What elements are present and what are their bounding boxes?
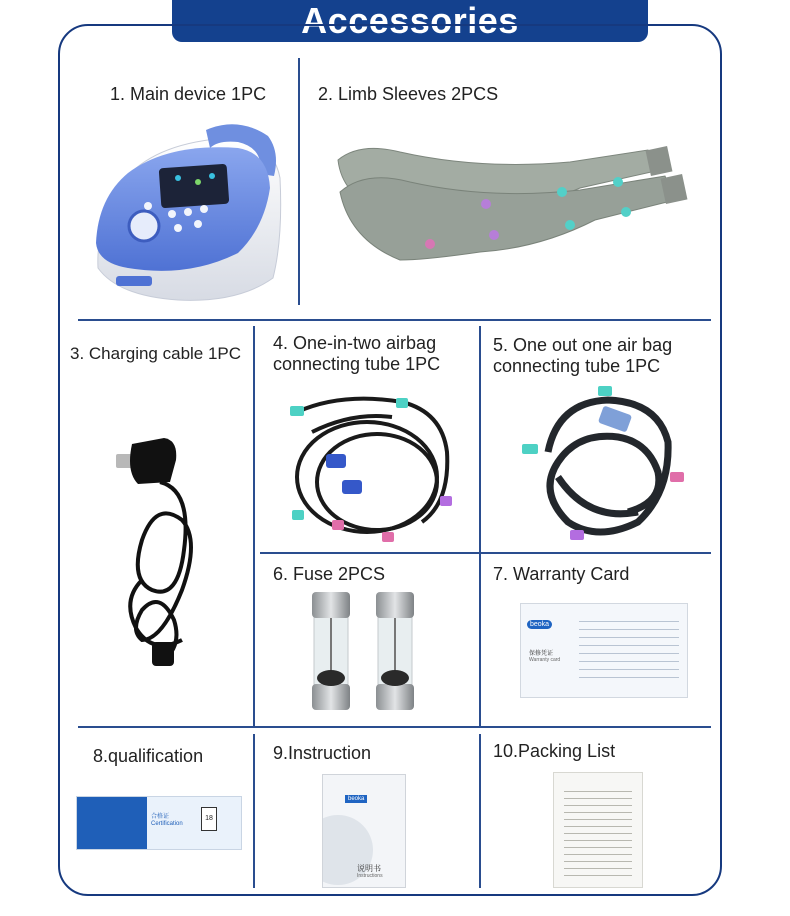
label-instruction: 9.Instruction: [273, 743, 372, 763]
divider: [78, 319, 711, 321]
divider: [479, 326, 481, 726]
label-line: connecting tube 1PC: [493, 356, 661, 376]
warranty-title: 保修凭证: [529, 651, 554, 657]
warranty-brand: beoka: [527, 620, 552, 629]
label-limb-sleeves: 2. Limb Sleeves 2PCS: [318, 84, 499, 104]
label-one-out-one-tube: [493, 335, 672, 377]
page-title: Accessories: [301, 0, 519, 41]
label-line: connecting tube 1PC: [273, 354, 441, 374]
charging-cable-image: [112, 430, 202, 670]
divider: [479, 734, 481, 888]
divider: [253, 734, 255, 888]
cert-subtitle: Certification: [151, 821, 183, 827]
instruction-brand: beoka: [345, 795, 367, 803]
qualification-certificate-image: [76, 796, 242, 850]
label-line: 4. One-in-two airbag: [273, 333, 437, 353]
divider: [298, 58, 300, 305]
divider: [78, 726, 711, 728]
one-in-two-tube-image: [282, 392, 457, 552]
main-device-image: [88, 118, 288, 303]
cert-left-band: [77, 797, 147, 849]
label-charging-cable: 3. Charging cable 1PC: [70, 344, 242, 363]
packing-list-image: [553, 772, 643, 888]
instruction-subtitle: Instructions: [357, 873, 383, 879]
one-out-one-tube-image: [518, 382, 690, 547]
label-line: 5. One out one air bag: [493, 335, 673, 355]
label-main-device: 1. Main device 1PC: [110, 84, 267, 104]
cert-badge: 18: [201, 807, 217, 831]
label-packing-list: 10.Packing List: [493, 741, 616, 761]
divider: [253, 326, 255, 726]
warranty-card-image: [520, 603, 688, 698]
limb-sleeves-image: [330, 140, 690, 270]
label-one-in-two-tube: [273, 333, 440, 375]
label-warranty-card: 7. Warranty Card: [493, 564, 630, 584]
instruction-manual-image: [322, 774, 406, 888]
fuse-image: [308, 588, 423, 718]
divider: [260, 552, 711, 554]
cert-title: 合格证: [151, 814, 170, 820]
instruction-title: 说明书: [357, 864, 381, 873]
packing-list-lines: [564, 785, 632, 877]
label-qualification: 8.qualification: [93, 746, 204, 766]
warranty-subtitle: Warranty card: [529, 657, 561, 663]
warranty-lines: [579, 614, 679, 684]
label-fuse: 6. Fuse 2PCS: [273, 564, 386, 584]
